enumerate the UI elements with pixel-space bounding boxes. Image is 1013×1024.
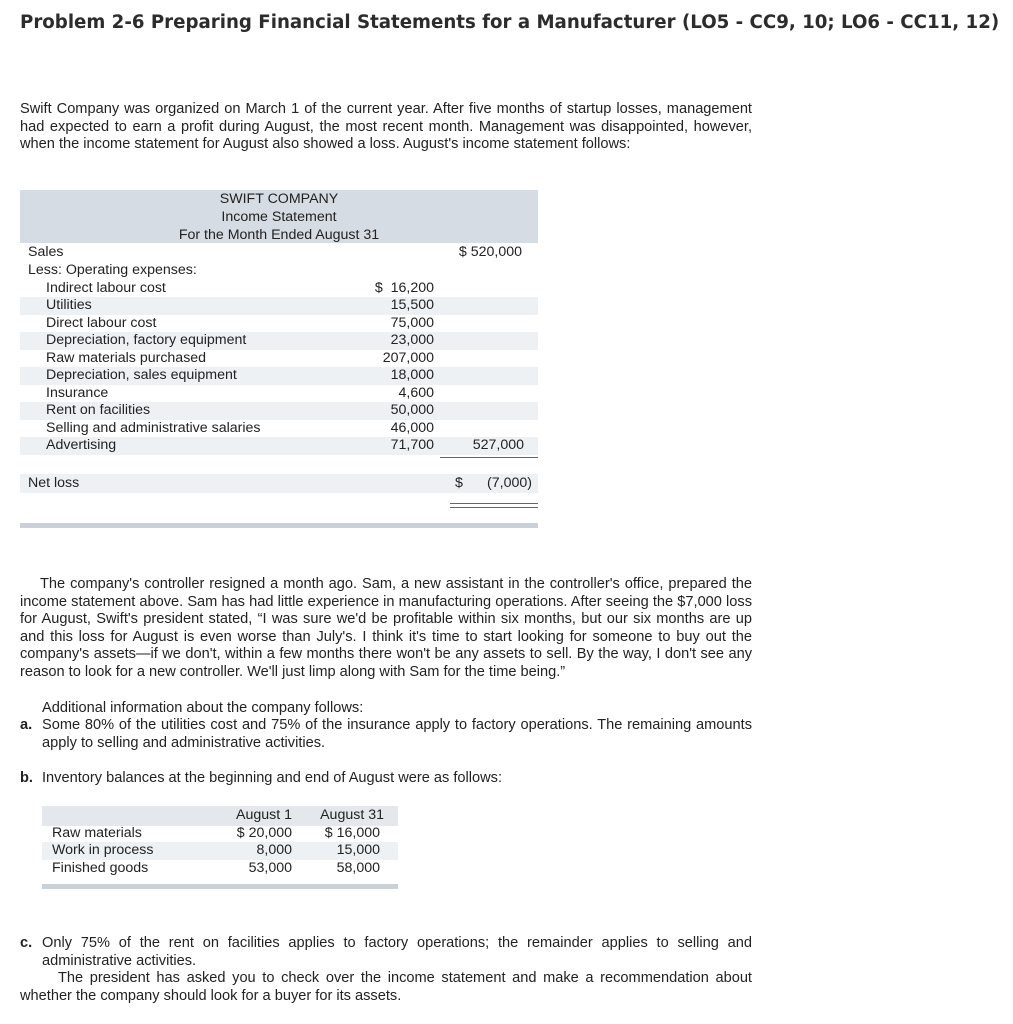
expense-label: Insurance	[46, 385, 109, 401]
company-name: SWIFT COMPANY	[219, 191, 339, 207]
inventory-row-label: Finished goods	[52, 860, 149, 876]
item-b	[20, 770, 752, 788]
expense-amount: 71,700	[390, 437, 434, 453]
operating-expenses-label: Less: Operating expenses:	[28, 262, 197, 278]
inventory-bottom-bar	[42, 884, 398, 889]
item-a-letter: a.	[20, 717, 33, 733]
expense-amount: 50,000	[390, 402, 434, 418]
double-rule-top	[450, 503, 538, 504]
expense-amount: 15,500	[390, 297, 434, 313]
expense-label: Direct labour cost	[46, 315, 157, 331]
inventory-aug1: 53,000	[248, 860, 292, 876]
expense-label: Raw materials purchased	[46, 350, 207, 366]
expense-label: Indirect labour cost	[46, 280, 166, 296]
expense-label: Depreciation, factory equipment	[46, 332, 247, 348]
statement-period: For the Month Ended August 31	[178, 227, 380, 243]
sales-amount: $ 520,000	[458, 244, 522, 260]
expense-label: Depreciation, sales equipment	[46, 367, 237, 383]
additional-info-heading: Additional information about the company follows:	[42, 700, 364, 716]
item-a	[20, 717, 752, 752]
statement-name: Income Statement	[221, 209, 337, 225]
total-rule	[440, 457, 538, 458]
inventory-row-label: Work in process	[52, 842, 154, 858]
col-august-31: August 31	[320, 807, 384, 823]
expense-amount: 18,000	[390, 367, 434, 383]
expense-label: Rent on facilities	[46, 402, 151, 418]
net-loss-label: Net loss	[28, 475, 80, 491]
item-b-text: Inventory balances at the beginning and end of August were as follows:	[42, 770, 503, 786]
expense-amount: 23,000	[390, 332, 434, 348]
expense-amount: 207,000	[382, 350, 434, 366]
item-c-text: Only 75% of the rent on facilities applies to factory operations; the remainder applies to selling and administrative activities.	[42, 935, 752, 969]
controller-paragraph	[20, 576, 752, 682]
table-bottom-bar	[20, 523, 538, 528]
sales-label: Sales	[28, 244, 64, 260]
row-band	[20, 297, 538, 315]
page-title: Problem 2-6 Preparing Financial Statements for a Manufacturer (LO5 - CC9, 10; LO6 - CC11, 12)	[20, 12, 1000, 33]
inventory-aug31: $ 16,000	[324, 825, 380, 841]
inventory-row-label: Raw materials	[52, 825, 142, 841]
expense-label: Advertising	[46, 437, 117, 453]
col-august-1: August 1	[235, 807, 292, 823]
expense-amount: $ 16,200	[374, 280, 434, 296]
inventory-aug31: 15,000	[336, 842, 380, 858]
inventory-aug31: 58,000	[336, 860, 380, 876]
item-c	[20, 935, 752, 970]
item-b-letter: b.	[20, 770, 33, 786]
closing-paragraph	[20, 970, 752, 1005]
intro-paragraph: Swift Company was organized on March 1 of the current year. After five months of startup losses, management had expected to earn a profit during August, the most recent month. Management was disappointed, however, when the income statement for August also showed a loss. August's income statement follows:	[20, 101, 752, 153]
inventory-aug1: $ 20,000	[236, 825, 292, 841]
item-a-text: Some 80% of the utilities cost and 75% of the insurance apply to factory operations. The remaining amounts apply to selling and administrative activities.	[42, 717, 752, 751]
controller-paragraph-text: The company's controller resigned a month ago. Sam, a new assistant in the controller's office, prepared the income statement above. Sam has had little experience in manufacturing operations. After seeing the $7,000 loss for August, Swift's president stated, “I was sure we'd be profitable within six months, but our six months are up and this loss for August is even worse than July's. I think it's time to start looking for someone to buy out the company's assets—if we don't, within a few months there won't be any assets to sell. By the way, I don't see any reason to look for a new controller. We'll just limp along with Sam for the time being.”	[20, 576, 752, 680]
inventory-aug1: 8,000	[256, 842, 292, 858]
expense-label: Selling and administrative salaries	[46, 420, 261, 436]
item-c-letter: c.	[20, 935, 33, 951]
expense-amount: 75,000	[390, 315, 434, 331]
expense-amount: 4,600	[398, 385, 434, 401]
expense-label: Utilities	[46, 297, 92, 313]
closing-paragraph-text: The president has asked you to check over the income statement and make a recommendation about whether the company should look for a buyer for its assets.	[20, 970, 752, 1004]
net-loss-dollar: $	[455, 475, 463, 491]
double-rule-bottom	[450, 507, 538, 508]
total-expenses: 527,000	[472, 437, 524, 453]
net-loss-amount: (7,000)	[487, 475, 532, 491]
expense-amount: 46,000	[390, 420, 434, 436]
